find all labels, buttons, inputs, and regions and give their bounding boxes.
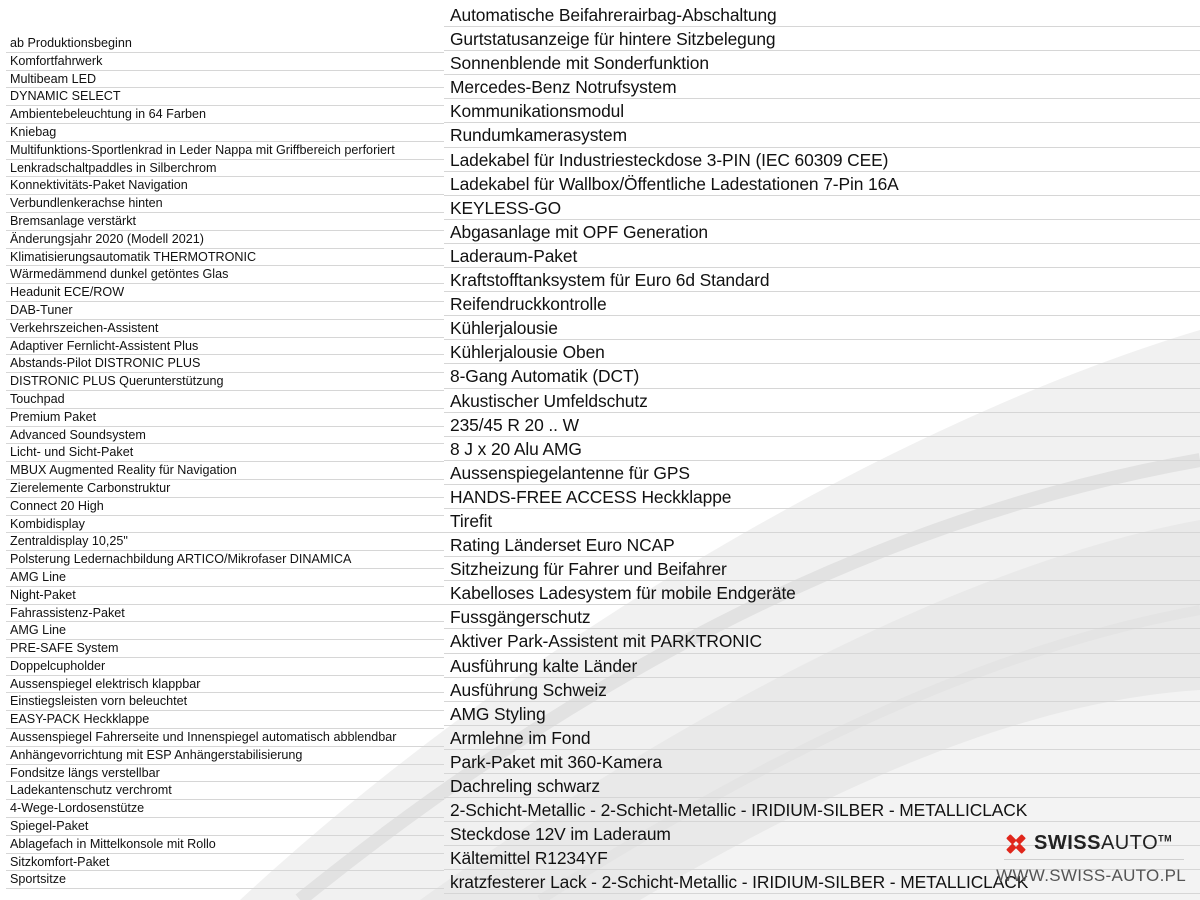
right-list-item: 2-Schicht-Metallic - 2-Schicht-Metallic - IRIDIUM-SILBER - METALLICLACK: [444, 798, 1200, 822]
left-list-item: Anhängevorrichtung mit ESP Anhängerstabilisierung: [6, 747, 444, 765]
left-list-item: Ablagefach in Mittelkonsole mit Rollo: [6, 836, 444, 854]
right-list-item: Kühlerjalousie Oben: [444, 340, 1200, 364]
left-list-item: AMG Line: [6, 569, 444, 587]
right-list-item: Sitzheizung für Fahrer und Beifahrer: [444, 557, 1200, 581]
left-list-item: Multibeam LED: [6, 71, 444, 89]
right-list-item: Aktiver Park-Assistent mit PARKTRONIC: [444, 629, 1200, 653]
right-list-item: Laderaum-Paket: [444, 244, 1200, 268]
right-list-item: Abgasanlage mit OPF Generation: [444, 220, 1200, 244]
right-list-item: Aussenspiegelantenne für GPS: [444, 461, 1200, 485]
left-list-item: Kniebag: [6, 124, 444, 142]
right-list-item: Ladekabel für Wallbox/Öffentliche Ladestationen 7-Pin 16A: [444, 172, 1200, 196]
right-list-item: HANDS-FREE ACCESS Heckklappe: [444, 485, 1200, 509]
left-list-item: Zentraldisplay 10,25": [6, 533, 444, 551]
left-list-item: Polsterung Ledernachbildung ARTICO/Mikrofaser DINAMICA: [6, 551, 444, 569]
left-list-item: DISTRONIC PLUS Querunterstützung: [6, 373, 444, 391]
left-list-item: Doppelcupholder: [6, 658, 444, 676]
left-list-item: Spiegel-Paket: [6, 818, 444, 836]
right-list-item: Kraftstofftanksystem für Euro 6d Standard: [444, 268, 1200, 292]
left-list-item: MBUX Augmented Reality für Navigation: [6, 462, 444, 480]
left-list-item: Kombidisplay: [6, 516, 444, 534]
left-list-item: Änderungsjahr 2020 (Modell 2021): [6, 231, 444, 249]
left-list-item: Aussenspiegel Fahrerseite und Innenspiegel automatisch abblendbar: [6, 729, 444, 747]
right-list-item: Automatische Beifahrerairbag-Abschaltung: [444, 3, 1200, 27]
logo-brand-bold: SWISS: [1034, 832, 1101, 854]
left-list-item: Premium Paket: [6, 409, 444, 427]
left-list-item: Verkehrszeichen-Assistent: [6, 320, 444, 338]
right-list-item: 8 J x 20 Alu AMG: [444, 437, 1200, 461]
left-list-item: Touchpad: [6, 391, 444, 409]
right-list-item: Kommunikationsmodul: [444, 99, 1200, 123]
left-list-item: Einstiegsleisten vorn beleuchtet: [6, 693, 444, 711]
left-list-item: Ambientebeleuchtung in 64 Farben: [6, 106, 444, 124]
right-list-item: Tirefit: [444, 509, 1200, 533]
left-list-item: Adaptiver Fernlicht-Assistent Plus: [6, 338, 444, 356]
right-list-item: Armlehne im Fond: [444, 726, 1200, 750]
right-list-item: Kältemittel R1234YF: [444, 846, 1200, 870]
left-list-item: Sitzkomfort-Paket: [6, 854, 444, 872]
right-list-item: 235/45 R 20 .. W: [444, 413, 1200, 437]
right-list-item: Ladekabel für Industriesteckdose 3-PIN (IEC 60309 CEE): [444, 148, 1200, 172]
right-list-item: 8-Gang Automatik (DCT): [444, 364, 1200, 388]
left-list-item: Night-Paket: [6, 587, 444, 605]
swissauto-logo: [1004, 828, 1184, 860]
left-list-item: Sportsitze: [6, 871, 444, 889]
left-list-item: Abstands-Pilot DISTRONIC PLUS: [6, 355, 444, 373]
right-list-item: Sonnenblende mit Sonderfunktion: [444, 51, 1200, 75]
left-list-item: Verbundlenkerachse hinten: [6, 195, 444, 213]
right-list-item: Ausführung kalte Länder: [444, 654, 1200, 678]
left-list-item: Fahrassistenz-Paket: [6, 605, 444, 623]
left-list-item: DAB-Tuner: [6, 302, 444, 320]
left-list-item: Ladekantenschutz verchromt: [6, 782, 444, 800]
left-list-item: Konnektivitäts-Paket Navigation: [6, 177, 444, 195]
right-list-item: Mercedes-Benz Notrufsystem: [444, 75, 1200, 99]
left-list-item: Multifunktions-Sportlenkrad in Leder Nappa mit Griffbereich perforiert: [6, 142, 444, 160]
left-list-item: Connect 20 High: [6, 498, 444, 516]
left-list-item: Aussenspiegel elektrisch klappbar: [6, 676, 444, 694]
left-list-item: Headunit ECE/ROW: [6, 284, 444, 302]
right-list-item: Steckdose 12V im Laderaum: [444, 822, 1200, 846]
left-list-item: EASY-PACK Heckklappe: [6, 711, 444, 729]
right-list-item: kratzfesterer Lack - 2-Schicht-Metallic - IRIDIUM-SILBER - METALLICLACK: [444, 870, 1200, 894]
right-list-item: Kabelloses Ladesystem für mobile Endgeräte: [444, 581, 1200, 605]
cross-logo-icon: [1004, 832, 1028, 856]
right-list-item: Rating Länderset Euro NCAP: [444, 533, 1200, 557]
right-list-item: Gurtstatusanzeige für hintere Sitzbelegung: [444, 27, 1200, 51]
left-list-item: ab Produktionsbeginn: [6, 35, 444, 53]
watermark-url: WWW.SWISS-AUTO.PL: [996, 866, 1186, 885]
right-list-item: Reifendruckkontrolle: [444, 292, 1200, 316]
right-equipment-column: [444, 0, 1200, 894]
left-list-item: Komfortfahrwerk: [6, 53, 444, 71]
left-list-item: Wärmedämmend dunkel getöntes Glas: [6, 266, 444, 284]
left-list-item: Zierelemente Carbonstruktur: [6, 480, 444, 498]
left-list-item: Bremsanlage verstärkt: [6, 213, 444, 231]
left-list-item: AMG Line: [6, 622, 444, 640]
right-list-item: Rundumkamerasystem: [444, 123, 1200, 147]
left-list-item: Fondsitze längs verstellbar: [6, 765, 444, 783]
left-list-item: PRE-SAFE System: [6, 640, 444, 658]
left-list-item: Klimatisierungsautomatik THERMOTRONIC: [6, 249, 444, 267]
right-list-item: AMG Styling: [444, 702, 1200, 726]
left-list-item: DYNAMIC SELECT: [6, 88, 444, 106]
right-list-item: Fussgängerschutz: [444, 605, 1200, 629]
logo-wordmark: [1034, 832, 1172, 855]
left-list-item: Licht- und Sicht-Paket: [6, 444, 444, 462]
right-list-item: KEYLESS-GO: [444, 196, 1200, 220]
logo-trademark: TM: [1158, 833, 1173, 844]
left-list-item: Lenkradschaltpaddles in Silberchrom: [6, 160, 444, 178]
right-list-item: Park-Paket mit 360-Kamera: [444, 750, 1200, 774]
left-list-item: 4-Wege-Lordosenstütze: [6, 800, 444, 818]
right-list-item: Dachreling schwarz: [444, 774, 1200, 798]
right-list-item: Ausführung Schweiz: [444, 678, 1200, 702]
logo-brand-light: AUTO: [1100, 832, 1159, 854]
left-equipment-column: [6, 35, 444, 889]
right-list-item: Kühlerjalousie: [444, 316, 1200, 340]
right-list-item: Akustischer Umfeldschutz: [444, 389, 1200, 413]
left-list-item: Advanced Soundsystem: [6, 427, 444, 445]
